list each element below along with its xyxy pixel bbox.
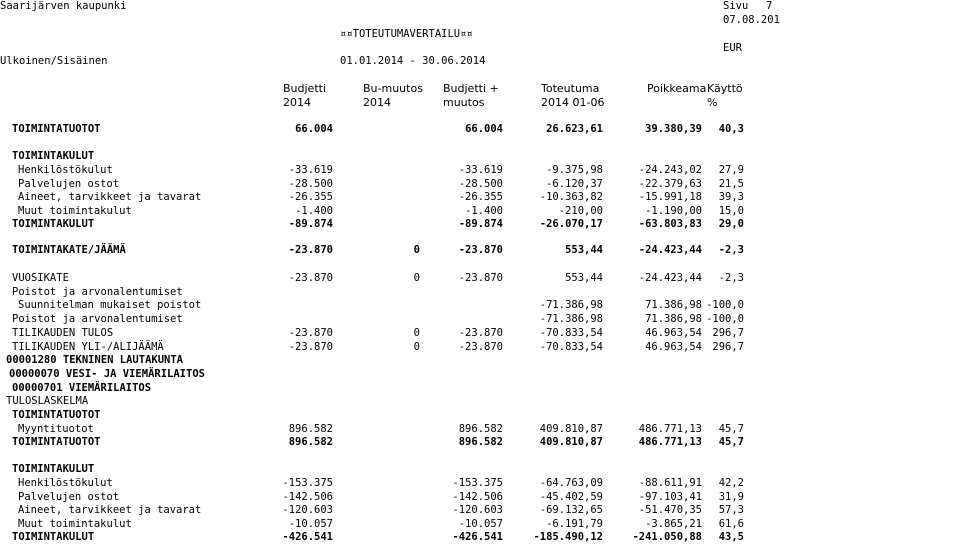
cell-budget: -28.500: [288, 178, 333, 190]
cell-budget-plus: -153.375: [452, 477, 503, 489]
col-change-header: Bu-muutos: [363, 82, 423, 95]
cell-variance: -63.803,83: [638, 218, 702, 230]
cell-usage: 43,5: [718, 531, 744, 543]
cell-budget-plus: -142.506: [452, 491, 503, 503]
table-row: [0, 382, 960, 396]
scope: Ulkoinen/Sisäinen: [0, 55, 108, 67]
row-label: Henkilöstökulut: [18, 477, 113, 489]
page-label: Sivu: [723, 0, 749, 12]
cell-budget: -23.870: [288, 341, 333, 353]
cell-budget: -23.870: [288, 244, 333, 256]
period: 01.01.2014 - 30.06.2014: [340, 55, 486, 67]
table-row: [0, 491, 960, 505]
col-budget-header: Budjetti: [283, 82, 327, 95]
cell-budget-plus: -26.355: [458, 191, 503, 203]
cell-actual: -6.120,37: [546, 178, 603, 190]
cell-budget: -142.506: [282, 491, 333, 503]
table-row: [0, 477, 960, 491]
cell-variance: -1.190,00: [645, 205, 702, 217]
table-row: [0, 272, 960, 286]
row-label: Poistot ja arvonalentumiset: [12, 313, 183, 325]
row-label: TILIKAUDEN YLI-/ALIJÄÄMÄ: [12, 341, 164, 353]
report-title: ¤¤TOTEUTUMAVERTAILU¤¤: [340, 28, 473, 40]
col-change-year: 2014: [363, 96, 391, 109]
cell-budget: -426.541: [282, 531, 333, 543]
table-row: [0, 409, 960, 423]
cell-variance: 71.386,98: [645, 313, 702, 325]
cell-usage: 42,2: [718, 477, 744, 489]
cell-actual: -71.386,98: [539, 313, 603, 325]
table-row: [0, 327, 960, 341]
cell-usage: 40,3: [718, 123, 744, 135]
col-usage-header: Käyttö: [707, 82, 743, 95]
row-label: Aineet, tarvikkeet ja tavarat: [18, 191, 202, 203]
cell-budget: -33.619: [288, 164, 333, 176]
row-label: TILIKAUDEN TULOS: [12, 327, 114, 339]
cell-budget: -120.603: [282, 504, 333, 516]
table-row: [0, 395, 960, 409]
cell-actual: 553,44: [565, 244, 603, 256]
cell-actual: -71.386,98: [539, 299, 603, 311]
cell-variance: 486.771,13: [638, 436, 702, 448]
table-row: [0, 341, 960, 355]
cell-budget: 896.582: [288, 436, 333, 448]
cell-usage: 29,0: [718, 218, 744, 230]
cell-usage: 31,9: [718, 491, 744, 503]
table-row: [0, 191, 960, 205]
row-label: Henkilöstökulut: [18, 164, 113, 176]
cell-budget-plus: -33.619: [458, 164, 503, 176]
row-label: Muut toimintakulut: [18, 518, 132, 530]
table-row: [0, 423, 960, 437]
cell-usage: 15,0: [718, 205, 744, 217]
row-label: Palvelujen ostot: [18, 178, 120, 190]
row-label: VUOSIKATE: [12, 272, 69, 284]
cell-usage: 296,7: [712, 341, 744, 353]
cell-budget: -10.057: [288, 518, 333, 530]
cell-budget: -153.375: [282, 477, 333, 489]
cell-actual: -26.070,17: [539, 218, 603, 230]
row-label: TOIMINTAKULUT: [12, 150, 95, 162]
row-label: TULOSLASKELMA: [6, 395, 89, 407]
cell-budget: -23.870: [288, 272, 333, 284]
cell-usage: 27,9: [718, 164, 744, 176]
table-row: [0, 178, 960, 192]
cell-actual: -70.833,54: [539, 341, 603, 353]
cell-usage: 39,3: [718, 191, 744, 203]
cell-actual: -185.490,12: [533, 531, 603, 543]
row-label: 00000701 VIEMÄRILAITOS: [12, 382, 152, 394]
row-label: Palvelujen ostot: [18, 491, 120, 503]
cell-variance: 46.963,54: [645, 341, 702, 353]
cell-variance: -15.991,18: [638, 191, 702, 203]
cell-variance: 39.380,39: [645, 123, 702, 135]
cell-budget-plus: 896.582: [458, 436, 503, 448]
cell-budget-plus: -1.400: [465, 205, 503, 217]
table-row: [0, 436, 960, 450]
cell-actual: 553,44: [565, 272, 603, 284]
cell-variance: -3.865,21: [645, 518, 702, 530]
row-label: TOIMINTATUOTOT: [12, 409, 101, 421]
cell-budget-plus: -120.603: [452, 504, 503, 516]
cell-actual: 26.623,61: [546, 123, 603, 135]
col-budget-plus-sub: muutos: [443, 96, 485, 109]
cell-variance: 46.963,54: [645, 327, 702, 339]
table-row: [0, 531, 960, 545]
cell-usage: -2,3: [718, 272, 744, 284]
table-row: [0, 354, 960, 368]
table-row: [0, 368, 960, 382]
cell-usage: -100,0: [706, 313, 744, 325]
row-label: Muut toimintakulut: [18, 205, 132, 217]
cell-budget: 66.004: [295, 123, 333, 135]
cell-budget-plus: 66.004: [465, 123, 503, 135]
cell-variance: -24.423,44: [638, 244, 702, 256]
cell-actual: -64.763,09: [539, 477, 603, 489]
row-label: TOIMINTAKATE/JÄÄMÄ: [12, 244, 126, 256]
table-row: [0, 205, 960, 219]
cell-usage: -2,3: [718, 244, 744, 256]
col-budget-plus-header: Budjetti +: [443, 82, 499, 95]
cell-usage: 57,3: [718, 504, 744, 516]
cell-budget-plus: 896.582: [458, 423, 503, 435]
row-label: 00000070 VESI- JA VIEMÄRILAITOS: [9, 368, 205, 380]
cell-budget: -26.355: [288, 191, 333, 203]
currency: EUR: [723, 42, 742, 54]
cell-variance: -24.423,44: [638, 272, 702, 284]
cell-change: 0: [413, 327, 420, 339]
cell-variance: -51.470,35: [638, 504, 702, 516]
cell-actual: 409.810,87: [539, 423, 603, 435]
cell-change: 0: [413, 244, 420, 256]
col-actual-header: Toteutuma: [541, 82, 600, 95]
table-row: [0, 218, 960, 232]
table-row: [0, 150, 960, 164]
cell-variance: -241.050,88: [632, 531, 702, 543]
table-row: [0, 244, 960, 258]
cell-budget-plus: -23.870: [458, 327, 503, 339]
cell-actual: -45.402,59: [539, 491, 603, 503]
cell-variance: -97.103,41: [638, 491, 702, 503]
cell-budget-plus: -28.500: [458, 178, 503, 190]
cell-budget: -23.870: [288, 327, 333, 339]
cell-actual: -9.375,98: [546, 164, 603, 176]
col-budget-year: 2014: [283, 96, 311, 109]
cell-change: 0: [413, 272, 420, 284]
table-row: [0, 313, 960, 327]
row-label: Aineet, tarvikkeet ja tavarat: [18, 504, 202, 516]
col-variance-header: Poikkeama: [647, 82, 707, 95]
cell-actual: -6.191,79: [546, 518, 603, 530]
cell-actual: -210,00: [558, 205, 603, 217]
cell-usage: -100,0: [706, 299, 744, 311]
cell-variance: 71.386,98: [645, 299, 702, 311]
cell-actual: -69.132,65: [539, 504, 603, 516]
row-label: TOIMINTAKULUT: [12, 218, 95, 230]
cell-budget-plus: -89.874: [458, 218, 503, 230]
cell-budget-plus: -426.541: [452, 531, 503, 543]
table-row: [0, 463, 960, 477]
cell-budget-plus: -23.870: [458, 244, 503, 256]
org-name: Saarijärven kaupunki: [0, 0, 127, 12]
page-number: 7: [766, 0, 773, 12]
cell-budget-plus: -10.057: [458, 518, 503, 530]
row-label: Poistot ja arvonalentumiset: [12, 286, 183, 298]
table-row: [0, 518, 960, 532]
row-label: Suunnitelman mukaiset poistot: [18, 299, 202, 311]
table-row: [0, 123, 960, 137]
cell-usage: 21,5: [718, 178, 744, 190]
cell-usage: 296,7: [712, 327, 744, 339]
row-label: 00001280 TEKNINEN LAUTAKUNTA: [6, 354, 184, 366]
cell-variance: -24.243,02: [638, 164, 702, 176]
row-label: TOIMINTATUOTOT: [12, 436, 101, 448]
cell-budget: 896.582: [288, 423, 333, 435]
cell-change: 0: [413, 341, 420, 353]
row-label: Myyntituotot: [18, 423, 94, 435]
table-row: [0, 504, 960, 518]
table-row: [0, 299, 960, 313]
cell-variance: -22.379,63: [638, 178, 702, 190]
cell-variance: 486.771,13: [638, 423, 702, 435]
row-label: TOIMINTAKULUT: [12, 531, 95, 543]
cell-budget: -1.400: [295, 205, 333, 217]
cell-usage: 45,7: [718, 423, 744, 435]
cell-actual: 409.810,87: [539, 436, 603, 448]
col-actual-sub: 2014 01-06: [541, 96, 605, 109]
cell-usage: 61,6: [718, 518, 744, 530]
cell-actual: -10.363,82: [539, 191, 603, 203]
cell-actual: -70.833,54: [539, 327, 603, 339]
col-usage-sub: %: [707, 96, 718, 109]
cell-budget-plus: -23.870: [458, 272, 503, 284]
report-date: 07.08.201: [723, 14, 780, 26]
cell-variance: -88.611,91: [638, 477, 702, 489]
row-label: TOIMINTATUOTOT: [12, 123, 101, 135]
table-row: [0, 286, 960, 300]
cell-usage: 45,7: [718, 436, 744, 448]
cell-budget-plus: -23.870: [458, 341, 503, 353]
row-label: TOIMINTAKULUT: [12, 463, 95, 475]
cell-budget: -89.874: [288, 218, 333, 230]
table-row: [0, 164, 960, 178]
